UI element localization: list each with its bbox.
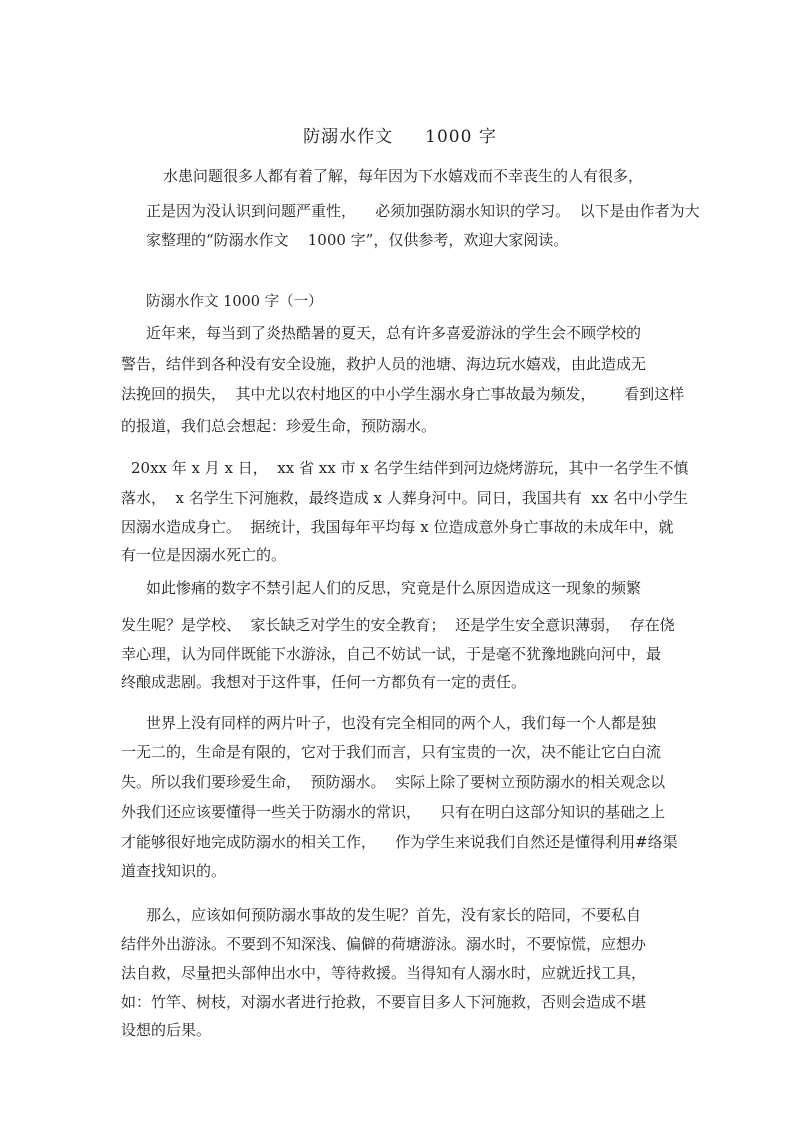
paragraph-line: 幸心理，认为同伴既能下水游泳，自己不妨试一试，于是毫不犹豫地跳向河中，最 xyxy=(121,645,662,663)
paragraph-line: 发生呢？是学校、 家长缺乏对学生的安全教育； 还是学生安全意识薄弱， 存在侥 xyxy=(121,616,675,634)
paragraph-line: 如此惨痛的数字不禁引起人们的反思，究竟是什么原因造成这一现象的频繁 xyxy=(146,579,642,597)
paragraph-line: 失。所以我们要珍爱生命， 预防溺水。 实际上除了要树立预防溺水的相关观念以 xyxy=(121,773,666,791)
paragraph-line: 终酿成悲剧。我想对于这件事，任何一方都负有一定的责任。 xyxy=(121,673,527,691)
intro-line: 正是因为没认识到问题严重性， 必须加强防溺水知识的学习。 以下是由作者为大 xyxy=(146,202,700,220)
paragraph-line: 那么，应该如何预防溺水事故的发生呢？首先，没有家长的陪同，不要私自 xyxy=(146,906,642,924)
paragraph-line: 的报道，我们总会想起：珍爱生命，预防溺水。 xyxy=(121,417,437,435)
paragraph-line: 法挽回的损失， 其中尤以农村地区的中小学生溺水身亡事故最为频发， 看到这样 xyxy=(121,385,685,403)
section-heading: 防溺水作文 1000 字（一） xyxy=(146,294,323,310)
paragraph-line: 才能够很好地完成防溺水的相关工作， 作为学生来说我们自然还是懂得利用#络渠 xyxy=(121,833,678,851)
paragraph-line: 落水， x 名学生下河施救，最终造成 x 人葬身河中。同日，我国共有 xx 名中小学生 xyxy=(121,489,688,507)
intro-line: 水患问题很多人都有着了解，每年因为下水嬉戏而不幸丧生的人有很多， xyxy=(163,167,644,185)
paragraph-line: 如：竹竿、树枝，对溺水者进行抢救，不要盲目多人下河施救，否则会造成不堪 xyxy=(121,993,647,1011)
paragraph-line: 因溺水造成身亡。 据统计，我国每年平均每 x 位造成意外身亡事故的未成年中，就 xyxy=(121,518,674,536)
paragraph-line: 近年来，每当到了炎热酷暑的夏天，总有许多喜爱游泳的学生会不顾学校的 xyxy=(146,324,642,342)
paragraph-line: 有一位是因溺水死亡的。 xyxy=(121,546,287,564)
paragraph-line: 法自救，尽量把头部伸出水中，等待救援。当得知有人溺水时，应就近找工具， xyxy=(121,964,647,982)
paragraph-line: 世界上没有同样的两片叶子，也没有完全相同的两个人，我们每一个人都是独 xyxy=(146,714,657,732)
paragraph-line: 一无二的，生命是有限的，它对于我们而言，只有宝贵的一次，决不能让它白白流 xyxy=(121,743,662,761)
paragraph-line: 外我们还应该要懂得一些关于防溺水的常识， 只有在明白这部分知识的基础之上 xyxy=(121,803,666,821)
paragraph-line: 道查找知识的。 xyxy=(121,862,227,880)
paragraph-line: 设想的后果。 xyxy=(121,1021,212,1039)
document-title: 防溺水作文 1000 字 xyxy=(303,127,497,147)
paragraph-line: 警告，结伴到各种没有安全设施，救护人员的池塘、海边玩水嬉戏，由此造成无 xyxy=(121,355,647,373)
paragraph-line: 20xx 年 x 月 x 日， xx 省 xx 市 x 名学生结伴到河边烧烤游玩，其中一名学生不慎 xyxy=(131,459,689,477)
paragraph-line: 结伴外出游泳。不要到不知深浅、偏僻的荷塘游泳。溺水时，不要惊慌，应想办 xyxy=(121,935,647,953)
intro-line: 家整理的“防溺水作文 1000 字”，仅供参考，欢迎大家阅读。 xyxy=(146,231,569,249)
